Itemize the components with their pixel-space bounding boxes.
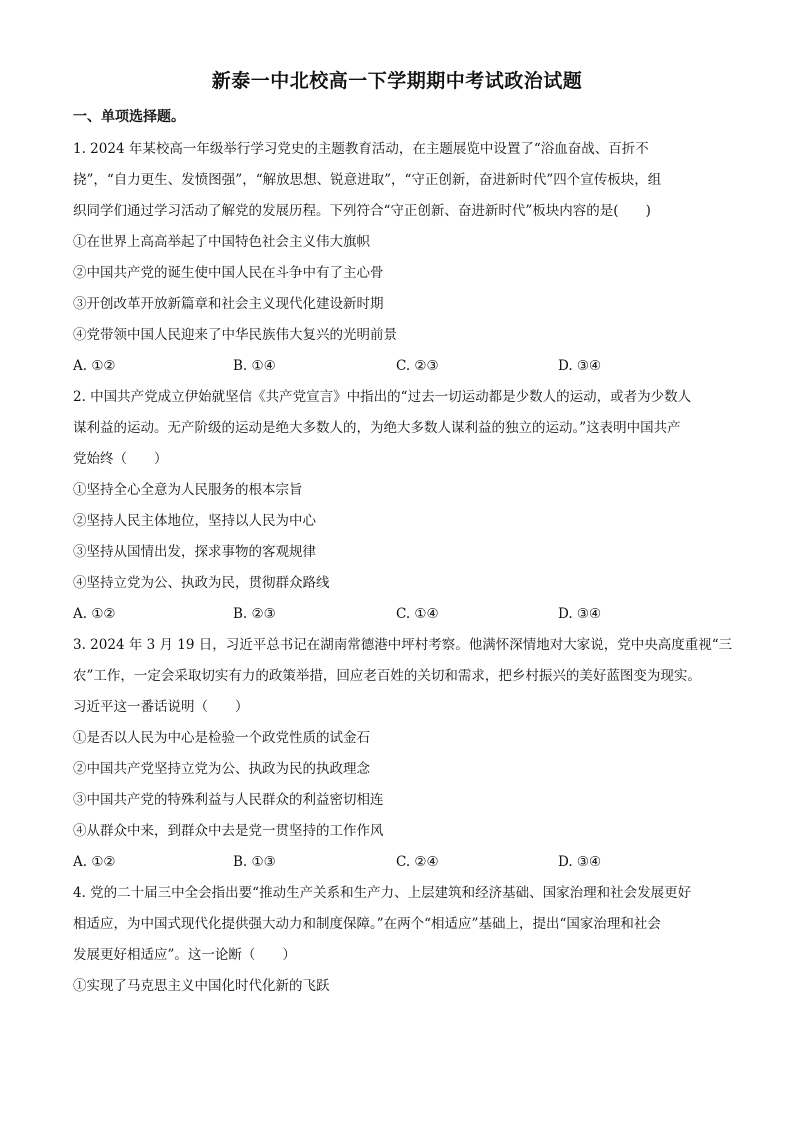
answer-choice: A. ①②: [73, 358, 116, 374]
statement-option: ①实现了马克思主义中国化时代化新的飞跃: [73, 978, 330, 994]
answer-choice: B. ①③: [233, 854, 276, 870]
answer-choices: [73, 602, 738, 633]
answer-choices: [73, 850, 738, 881]
statement-option: ②坚持人民主体地位，坚持以人民为中心: [73, 513, 316, 529]
statement-option: ①坚持全心全意为人民服务的根本宗旨: [73, 482, 303, 498]
answer-choice: D. ③④: [558, 358, 602, 374]
statement-option: ①在世界上高高举起了中国特色社会主义伟大旗帜: [73, 234, 370, 250]
answer-choice: A. ①②: [73, 854, 116, 870]
question-4: [73, 881, 738, 1005]
answer-choice: A. ①②: [73, 606, 116, 622]
question-stem-line: 3. 2024 年 3 月 19 日，习近平总书记在湖南常德港中坪村考察。他满怀深情地对大家说，党中央高度重视“三: [73, 637, 733, 653]
question-3: [73, 633, 738, 881]
question-stem-line: 4. 党的二十届三中全会指出要“推动生产关系和生产力、上层建筑和经济基础、国家治理和社会发展更好: [73, 885, 692, 901]
question-stem-line: 织同学们通过学习活动了解党的发展历程。下列符合“守正创新、奋进新时代”板块内容的是( ): [73, 203, 651, 219]
answer-choice: C. ①④: [396, 606, 439, 622]
answer-choice: D. ③④: [558, 854, 602, 870]
answer-choice: C. ②④: [396, 854, 439, 870]
question-stem-line: 1. 2024 年某校高一年级举行学习党史的主题教育活动，在主题展览中设置了“浴血奋战、百折不: [73, 141, 649, 157]
statement-option: ①是否以人民为中心是检验一个政党性质的试金石: [73, 730, 370, 746]
question-stem-line: 习近平这一番话说明（ ）: [73, 699, 249, 715]
section-heading: 一、单项选择题。: [73, 109, 185, 125]
question-stem-line: 相适应，为中国式现代化提供强大动力和制度保障。”在两个“相适应”基础上，提出“国家治理和社会: [73, 916, 661, 932]
statement-option: ②中国共产党的诞生使中国人民在斗争中有了主心骨: [73, 265, 384, 281]
question-stem-line: 谋利益的运动。无产阶级的运动是绝大多数人的，为绝大多数人谋利益的独立的运动。”这表明中国共产: [73, 420, 681, 436]
answer-choice: D. ③④: [558, 606, 602, 622]
page-title: 新泰一中北校高一下学期期中考试政治试题: [211, 70, 583, 92]
statement-option: ③坚持从国情出发，探求事物的客观规律: [73, 544, 316, 560]
question-stem-line: 农”工作，一定会采取切实有力的政策举措，回应老百姓的关切和需求，把乡村振兴的美好蓝图变为现实。: [73, 668, 701, 684]
answer-choice: B. ①④: [233, 358, 276, 374]
statement-option: ④从群众中来，到群众中去是党一贯坚持的工作作风: [73, 823, 384, 839]
question-stem-line: 党始终（ ）: [73, 451, 168, 467]
answer-choice: C. ②③: [396, 358, 439, 374]
statement-option: ③中国共产党的特殊利益与人民群众的利益密切相连: [73, 792, 384, 808]
question-list: [73, 137, 738, 1005]
statement-option: ②中国共产党坚持立党为公、执政为民的执政理念: [73, 761, 370, 777]
statement-option: ③开创改革开放新篇章和社会主义现代化建设新时期: [73, 296, 384, 312]
statement-option: ④坚持立党为公、执政为民，贯彻群众路线: [73, 575, 330, 591]
statement-option: ④党带领中国人民迎来了中华民族伟大复兴的光明前景: [73, 327, 397, 343]
answer-choices: [73, 354, 738, 385]
question-1: [73, 137, 738, 385]
question-2: [73, 385, 738, 633]
answer-choice: B. ②③: [233, 606, 276, 622]
question-stem-line: 发展更好相适应”。这一论断（ ）: [73, 947, 296, 963]
question-stem-line: 2. 中国共产党成立伊始就坚信《共产党宣言》中指出的“过去一切运动都是少数人的运动，或者为少数人: [73, 389, 692, 405]
question-stem-line: 挠”，“自力更生、发愤图强”，“解放思想、锐意进取”，“守正创新，奋进新时代”四个宣传板块，组: [73, 172, 662, 188]
